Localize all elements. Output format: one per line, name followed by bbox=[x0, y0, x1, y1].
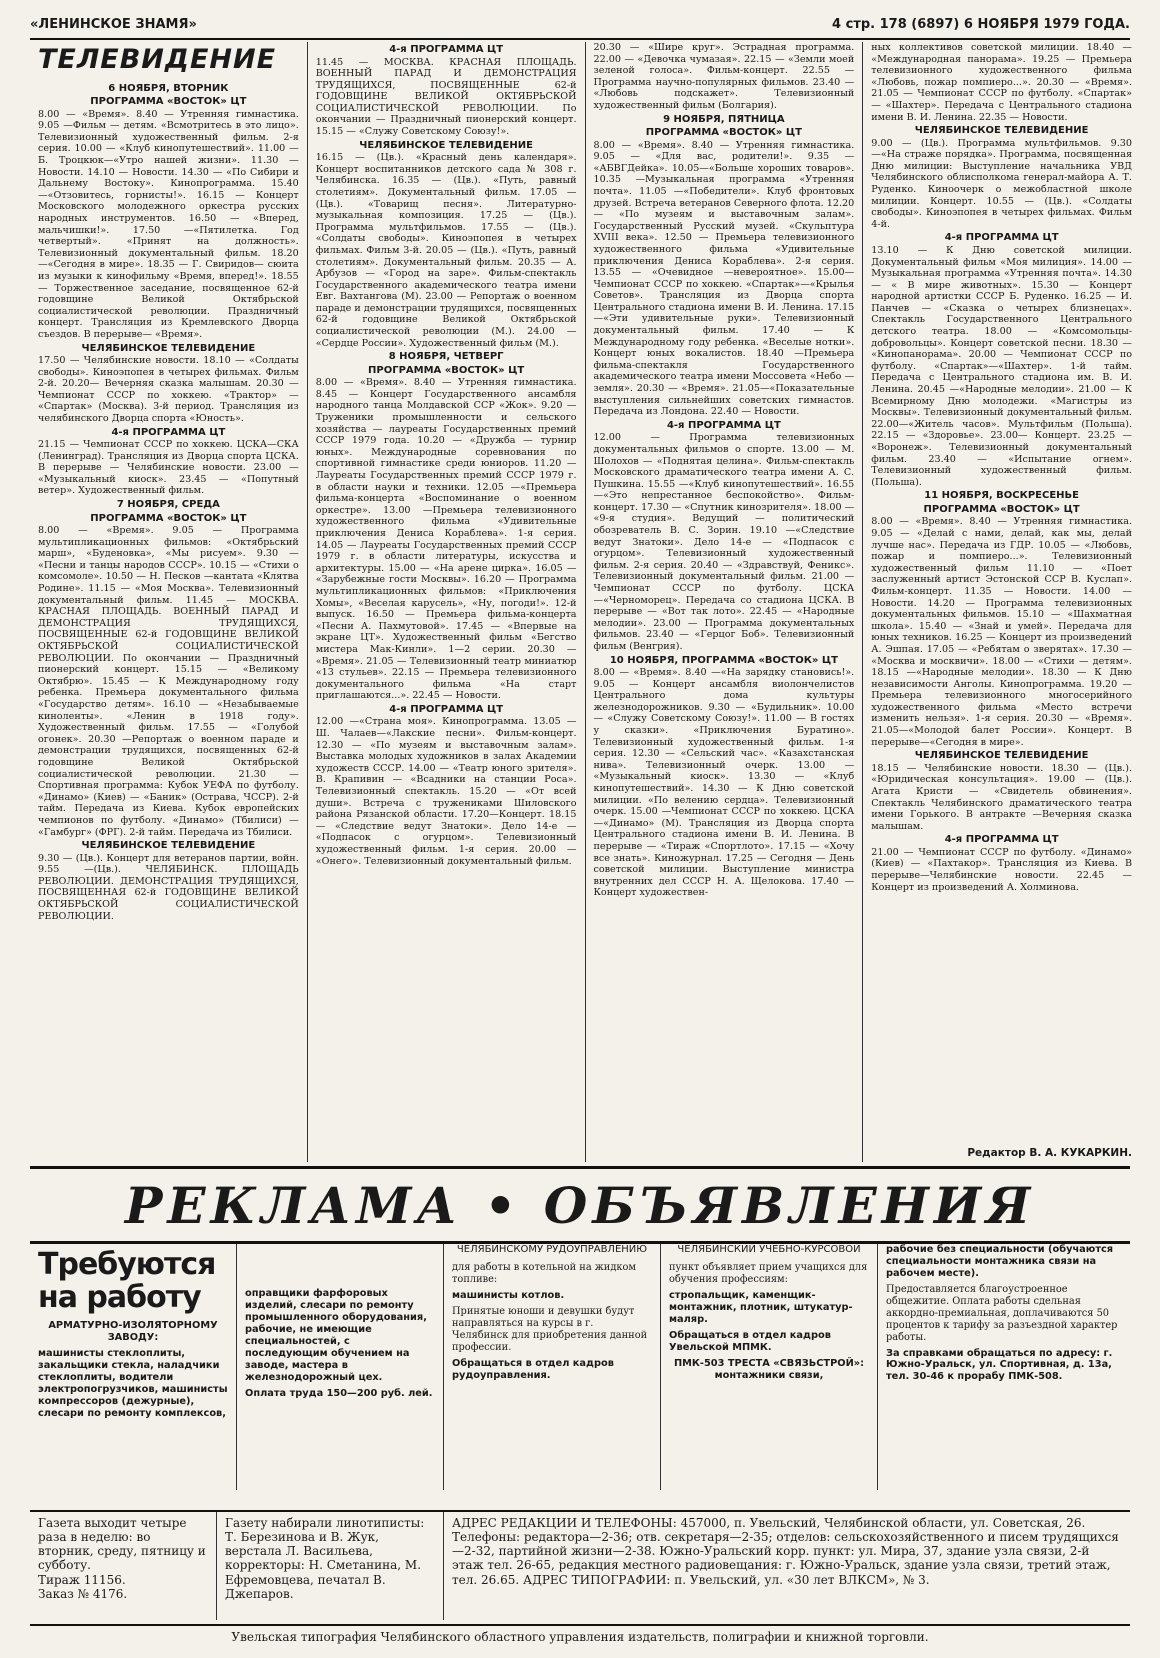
ad-intro: для работы в котельной на жидком топливе: bbox=[452, 1262, 636, 1286]
schedule-text: 8.00 — «Время». 8.40 — Утренняя гимнастика. 8.45 — Концерт Государственного ансамбля народного танца Молдавской ССР «Жок». 9.20 — Труженики промышленности и сельского хозяйства — лауреаты Государственных премий СССР 1979 года. 10.20 — «Дружба — турнир юных». Международные соревнования по спортивной гимнастике среди юниоров. 11.20 — Лауреаты Государственных премий СССР 1979 г. в области науки и техники. 12.05 —«Премьера фильма-концерта «Воспоминание о военном оркестре». 13.00 —Премьера телевизионного художественного фильма «Удивительные приключения Дениса Кораблева». 1-я серия. 14.05 — Лауреаты Государственных премий СССР 1979 г. в области литературы, искусства и архитектуры. 15.00 — «На арене цирка». 16.05 — «Зарубежные гости Москвы». 16.20 — Программа мультипликационных фильмов: «Приключения Хомы», «Веселая карусель», «Ну, погоди!». 12-й выпуск. 16.50 — Премьера фильма-концерта «Песни А. Пахмутовой». 17.45 — «Впервые на экране ЦТ». Художественный фильм «Бегство мистера Мак-Кинли». 1—2 серии. 20.30 — «Время». 21.05 — Телевизионный театр миниатюр «13 стульев». 22.15 — Премьера телевизионного документального фильма «На старт приглашаются...». 22.45 — Новости. bbox=[315, 377, 577, 702]
schedule-text: 17.50 — Челябинские новости. 18.10 — «Солдаты свободы». Киноэпопея в четырех фильмах. Фильм 2-й. 20.20— Вечерняя сказка малышам. 20.30 — Чемпионат СССР по хоккею. «Трактор» — «Спартак» (Москва). 3-й период. Трансляция из челябинского Дворца спорта «Юность». bbox=[38, 355, 299, 424]
footer-circulation: Тираж 11156. bbox=[38, 1572, 126, 1587]
schedule-text: 8.00 — «Время». 8.40 — Утренняя гимнастика. 9.05 — «Для вас, родители!». 9.35 — «АБВГДейка». 10.05—«Больше хороших товаров». 10.35 —Музыкальная программа «Утренняя почта». 11.05 —«Победители». Клуб фронтовых друзей. Встреча ветеранов Северного флота. 12.20 — «По музеям и выставочным залам». Государственный Русский музей. «Скульптура XVIII века». 12.50 — Премьера телевизионного художественного фильма «Удивительные приключения Дениса Кораблева». 2-я серия. 13.55 — «Очевидное —невероятное». 15.00—Чемпионат СССР по хоккею. «Спартак»—«Крылья Советов». Трансляция из Дворца спорта Центрального стадиона имени В. И. Ленина. 17.15—«Эти удивительные руки». Телевизионный документальный фильм. 17.40 — К Международному году ребенка. «Веселые нотки». Концерт юных вокалистов. 18.40 —Премьера фильма-спектакля Государственного академического театра имени Моссовета «Небо — земля». 20.30 — «Время». 21.05—«Показательные выступления сильнейших советских гимнастов. Передача из Лондона. 22.40 — Новости. bbox=[593, 139, 855, 418]
ad-uchebny-punkt bbox=[661, 1244, 878, 1490]
schedule-heading: 4-я ПРОГРАММА ЦТ bbox=[111, 426, 226, 438]
schedule-text: 8.00 — «Время». 8.40 — Утренняя гимнастика. 9.05 — «Делай с нами, делай, как мы, делай лучше нас». Передача из ГДР. 10.05 — «Любовь, пожар и помпиеро...». Телевизионный художественный фильм 11.10 — «Поет заслуженный артист Эстонской ССР В. Куслап». Фильм-концерт. 11.35 — Новости. 14.00 — Новости. 14.20 — Программа телевизионных документальных фильмов. 15.10 — «Шахматная школа». 15.40 — «Знай и умей». Передача для юных техников. 16.25 — Концерт из произведений А. Эшпая. 17.05 — «Ребятам о зверятах». 17.30 — «Москва и москвичи». 18.00 — «Стихи — детям». 18.15 —«Народные мелодии». 18.30 — К Дню независимости Анголы. Кинопрограмма. 19.20 — Премьера телевизионного многосерийного художественного фильма «Место встречи изменить нельзя». 1-я серия. 20.30 — «Время». 21.05—«Молодой балет России». Концерт. В перерыве—«Сегодня в мире». bbox=[871, 516, 1132, 748]
ad-body: Предоставляется благоустроенное общежитие. Оплата работы сдельная аккордно-премиальная, доплачиваются 50 процентов к тарифу за разъездной характер работы. bbox=[886, 1283, 1118, 1343]
tv-column-3 bbox=[586, 42, 864, 1162]
schedule-heading: ПРОГРАММА «ВОСТОК» ЦТ bbox=[90, 512, 247, 524]
section-title: ТЕЛЕВИДЕНИЕ bbox=[38, 44, 277, 75]
schedule-text: 9.00 — (Цв.). Программа мультфильмов. 9.30 —«На страже порядка». Программа, посвященная Дню милиции: Выступление начальника УВД Челябинского облисполкома генерал-майора А. Т. Руденко. Киноочерк о межобластной школе милиции. Концерт. 10.55 — (Цв.). «Солдаты свободы». Киноэпопея в четырех фильмах. Фильм 4-й. bbox=[871, 137, 1132, 230]
ad-contact: Обращаться в отдел кадров Увельской МПМК. bbox=[669, 1329, 831, 1353]
schedule-text: 12.00 — Программа телевизионных документальных фильмов о спорте. 13.00 — М. Шолохов — «Поднятая целина». Фильм-спектакль Московского драматического театра имени А. С. Пушкина. 15.55 —«Клуб кинопутешествий». 16.55 —«Это непрестанное беспокойство». Фильм-концерт. 17.30 — «Спутник кинозрителя». 18.00 — «9-я студия». Ведущий — политический обозреватель В. С. Зорин. 19.10 —«Следствие ведут Знатоки». Дело 14-е — «Подпасок с огурцом». Телевизионный художественный фильм. 2-я серия. 20.40 — «Здравствуй, Феникс». Телевизионный документальный фильм. 21.00 — Чемпионат СССР по футболу. ЦСКА—«Черноморец». Передача со стадиона ЦСКА. В перерыве — «Вот так лото». 22.45 — «Народные мелодии». 23.00 — Программа документальных фильмов. 23.40 — «Герцог Боб». Телевизионный фильм (Венгрия). bbox=[593, 432, 855, 652]
schedule-text: 9.30 — (Цв.). Концерт для ветеранов партии, войн. 9.55 —(Цв.). ЧЕЛЯБИНСК. ПЛОЩАДЬ РЕВОЛЮЦИИ. ДЕМОНСТРАЦИЯ ТРУДЯЩИХСЯ, ПОСВЯЩЕННАЯ 62-й ГОДОВЩИНЕ ВЕЛИКОЙ ОКТЯБРЬСКОЙ СОЦИАЛИСТИЧЕСКОЙ РЕВОЛЮЦИИ. bbox=[38, 852, 299, 922]
editor-signature: Редактор В. А. КУКАРКИН. bbox=[967, 1147, 1132, 1160]
schedule-heading: ПРОГРАММА «ВОСТОК» ЦТ bbox=[90, 96, 247, 108]
ad-plant-cont bbox=[237, 1244, 444, 1490]
ad-contact: За справками обращаться по адресу: г. Южно-Уральск, ул. Спортивная, д. 13а, тел. 30-46 к прорабу ПМК-508. bbox=[886, 1347, 1113, 1383]
ad-plant bbox=[30, 1244, 237, 1490]
ad-body: оправщики фарфоровых изделий, слесари по ремонту промышленного оборудования, рабочие, не имеющие специальностей, с последующим обучением на заводе, мастера в железнодорожный цех. bbox=[245, 1288, 427, 1383]
footer-order: Заказ № 4176. bbox=[38, 1586, 128, 1601]
ad-org: АРМАТУРНО-ИЗОЛЯТОРНОМУ ЗАВОДУ: bbox=[48, 1320, 218, 1343]
schedule-heading: ЧЕЛЯБИНСКОЕ ТЕЛЕВИДЕНИЕ bbox=[81, 840, 256, 852]
schedule-heading: 10 НОЯБРЯ, ПРОГРАММА «ВОСТОК» ЦТ bbox=[609, 654, 838, 666]
tv-column-1 bbox=[30, 42, 308, 1162]
schedule-heading: 4-я ПРОГРАММА ЦТ bbox=[944, 834, 1059, 846]
ads-section bbox=[30, 1244, 1130, 1490]
schedule-heading: ПРОГРАММА «ВОСТОК» ЦТ bbox=[923, 503, 1080, 515]
schedule-heading: ПРОГРАММА «ВОСТОК» ЦТ bbox=[368, 364, 525, 376]
ad-org2: ПМК-503 ТРЕСТА «СВЯЗЬСТРОЙ»: монтажники связи, bbox=[673, 1357, 865, 1381]
schedule-heading: ЧЕЛЯБИНСКОЕ ТЕЛЕВИДЕНИЕ bbox=[914, 125, 1089, 137]
schedule-text: 8.00 — «Время». 8.40 — Утренняя гимнастика. 9.05 —Фильм — детям. «Всмотритесь в это лицо». Телевизионный художественный фильм. 2-я серия. 10.00 — «Клуб кинопутешествий». 11.00 — Б. Троцкюк—«Утро нашей жизни». 11.30 — Новости. 14.10 — Новости. 14.30 — «По Сибири и Дальнему Востоку». Кинопрограмма. 15.40 —«Отзовитесь, горнисты!». 16.15 — Концерт Московского молодежного оркестра русских народных инструментов. 16.50 — «Вперед, мальчишки!». 17.50 —«Пятилетка. Год четвертый». «Принят на должность». Телевизионный документальный фильм. 18.20 —«Сегодня в мире». 18.35 — Г. Свиридов— сюита из музыки к кинофильму «Время, вперед!». 18.55 — Торжественное заседание, посвященное 62-й годовщине Великой Октябрьской социалистической революции. Праздничный концерт. Трансляция из Кремлевского Дворца съездов. В перерыве— «Время». bbox=[38, 108, 299, 340]
ad-intro: пункт объявляет прием учащихся для обучения профессиям: bbox=[669, 1262, 868, 1286]
masthead bbox=[30, 10, 1130, 40]
footer-staff-text: Газету набирали линотиписты: Т. Березинова и В. Жук, верстала Л. Васильева, корректоры: Н. Сметанина, М. Ефремовцева, печатал В. Джепаров. bbox=[225, 1516, 425, 1601]
schedule-heading: 7 НОЯБРЯ, СРЕДА bbox=[116, 499, 220, 511]
ads-banner: РЕКЛАМА • ОБЪЯВЛЕНИЯ bbox=[30, 1166, 1130, 1244]
schedule-heading: ЧЕЛЯБИНСКОЕ ТЕЛЕВИДЕНИЕ bbox=[359, 139, 533, 151]
ad-rudoupravlenie bbox=[444, 1244, 661, 1490]
schedule-heading: 4-я ПРОГРАММА ЦТ bbox=[389, 44, 504, 55]
issue-info: 4 стр. 178 (6897) 6 НОЯБРЯ 1979 ГОДА. bbox=[832, 16, 1130, 32]
schedule-heading: 11 НОЯБРЯ, ВОСКРЕСЕНЬЕ bbox=[924, 490, 1079, 502]
tv-schedule bbox=[30, 42, 1140, 1162]
schedule-text: 12.00 —«Страна моя». Кинопрограмма. 13.05 — Ш. Чалаев—«Лакские песни». Фильм-концерт. 12.30 — «По музеям и выставочным залам». Выставка молодых художников в залах Академии художеств СССР. 14.00 — «Театр юного зрителя». В. Крапивин — «Всадники на станции Роса». Телевизионный спектакль. 15.20 — «От всей души». Встреча с тружениками Шиловского района Рязанской области. 17.20—Концерт. 18.15 — «Следствие ведут Знатоки». Дело 14-е — «Подпасок с огурцом». Телевизионный художественный фильм. 1-я серия. 20.00 — «Онего». Телевизионный документальный фильм. bbox=[315, 716, 577, 867]
schedule-text: 18.15 — Челябинские новости. 18.30 — (Цв.). «Юридическая консультация». 19.00 — (Цв.). Агата Кристи — «Свидетель обвинения». Спектакль Челябинского драматического театра имени Горького. В антракте —Вечерняя сказка малышам. bbox=[871, 762, 1132, 832]
ad-contact: Обращаться в отдел кадров рудоуправления. bbox=[452, 1357, 614, 1381]
schedule-text: 21.15 — Чемпионат СССР по хоккею. ЦСКА—СКА (Ленинград). Трансляция из Дворца спорта ЦСКА. В перерыве — Челябинские новости. 23.00 — «Музыкальный киоск». 23.45 — «Попутный ветер». Художественный фильм. bbox=[38, 439, 299, 497]
ad-org: ЧЕЛЯБИНСКОМУ РУДОУПРАВЛЕНИЮ bbox=[456, 1244, 648, 1255]
footer-schedule bbox=[30, 1512, 217, 1620]
newspaper-name: «ЛЕНИНСКОЕ ЗНАМЯ» bbox=[30, 16, 197, 32]
schedule-heading: 4-я ПРОГРАММА ЦТ bbox=[389, 703, 504, 715]
footer-frequency: Газета выходит четыре раза в неделю: во вторник, среду, пятницу и субботу. bbox=[38, 1516, 206, 1573]
ad-role: машинисты котлов. bbox=[452, 1290, 565, 1302]
schedule-text: 8.00 — «Время». 9.05 — Программа мультипликационных фильмов: «Октябрьский марш», «Буденовка», «Мы рисуем». 9.30 — «Песни и танцы народов СССР». 10.15 — «Стихи о комсомоле». 10.50 — Н. Песков —кантата «Клятва Родине». 11.15 — «Моя Москва». Телевизионный документальный фильм. 11.45 — МОСКВА. КРАСНАЯ ПЛОЩАДЬ. ВОЕННЫЙ ПАРАД И ДЕМОНСТРАЦИЯ ТРУДЯЩИХСЯ, ПОСВЯЩЕННЫЕ 62-й ГОДОВЩИНЕ ВЕЛИКОЙ ОКТЯБРЬСКОЙ СОЦИАЛИСТИЧЕСКОЙ РЕВОЛЮЦИИ. По окончании — Праздничный пионерский концерт. 15.15 — «Великому Октябрю». 15.45 — К Международному году ребенка. Премьера документального фильма «Государство детям». 16.10 — «Незабываемые киноленты». «Ленин в 1918 году». Художественный фильм. 17.55 — «Голубой огонек». 20.30 —Репортаж о военном параде и демонстрации трудящихся, посвященных 62-й годовщине Великой Октябрьской социалистической революции. 21.30 — Спортивная программа: Кубок УЕФА по футболу. «Динамо» (Киев) — «Баник» (Острава, ЧССР). 2-й тайм. Передача из Киева. Кубок европейских чемпионов по футболу. «Динамо» (Тбилиси) — «Гамбург» (ФРГ). 2-й тайм. Передача из Тбилиси. bbox=[38, 525, 299, 838]
schedule-heading: 8 НОЯБРЯ, ЧЕТВЕРГ bbox=[388, 351, 504, 363]
footer bbox=[30, 1510, 1130, 1620]
schedule-text: ных коллективов советской милиции. 18.40 — «Международная панорама». 19.25 — Премьера телевизионного художественного фильма «Любовь, пожар помпиеро...». 20.30 — «Время». 21.05 — Чемпионат СССР по футболу. «Спартак» — «Шахтер». Передача с Центрального стадиона имени В. И. Ленина. 22.35 — Новости. bbox=[871, 42, 1132, 123]
schedule-heading: 4-я ПРОГРАММА ЦТ bbox=[944, 232, 1059, 244]
footer-address-text: АДРЕС РЕДАКЦИИ И ТЕЛЕФОНЫ: 457000, п. Увельский, Челябинской области, ул. Советская, 26. Телефоны: редактора—2-36; отв. секретаря—2-35; отделов: сельскохозяйственного и писем трудящихся—2-32, партийной жизни—2-38. Южно-Уральский корр. пункт: ул. Мира, 37, здание узла связи, 2-й этаж тел. 26-65, редакция местного радиовещания: г. Южно-Уральск, здание узла связи, третий этаж, тел. 26.65. АДРЕС ТИПОГРАФИИ: п. Увельский, ул. «30 лет ВЛКСМ», № 3. bbox=[452, 1516, 1119, 1587]
schedule-heading: 9 НОЯБРЯ, ПЯТНИЦА bbox=[663, 113, 785, 125]
footer-staff bbox=[217, 1512, 444, 1620]
ad-org: ЧЕЛЯБИНСКИЙ УЧЕБНО-КУРСОВОЙ bbox=[677, 1244, 861, 1255]
schedule-heading: 4-я ПРОГРАММА ЦТ bbox=[666, 419, 781, 431]
schedule-text: 21.00 — Чемпионат СССР по футболу. «Динамо» (Киев) — «Пахтакор». Трансляция из Киева. В перерыве—Челябинские новости. 22.45 — Концерт из произведений А. Холминова. bbox=[871, 846, 1132, 893]
footer-address bbox=[444, 1512, 1130, 1620]
schedule-text: 13.10 — К Дню советской милиции. Документальный фильм «Моя милиция». 14.00 — Музыкальная программа «Утренняя почта». 14.30 — « В мире животных». 15.30 — Концерт народной артистки СССР Б. Руденко. 16.25 — И. Панчев — «Сказка о четырех близнецах». Спектакль Государственного Центрального детского театра. 18.00 — «Комсомольцы-добровольцы». Концерт советской песни. 18.30 — «Кинопанорама». 20.00 — Чемпионат СССР по футболу. «Спартак»—«Шахтер». 1-й тайм. Передача с Центрального стадиона им. В. И. Ленина. 20.45 —«Народные мелодии». 21.00 — К Всемирному Дню молодежи. «Магистры из Москвы». Телевизионный документальный фильм. 22.00—«Житель часов». Мультфильм (Польша). 22.15 — «Здоровье». 23.00— Концерт. 23.25 — «Воронеж». Телевизионный документальный фильм. 23.40 — «Испытание огнем». Телевизионный художественный фильм. (Польша). bbox=[871, 244, 1132, 488]
tv-column-2 bbox=[308, 42, 586, 1162]
schedule-text: 16.15 — (Цв.). «Красный день календаря». Концерт воспитанников детского сада № 308 г. Челябинска. 16.35 — (Цв.). «Путь, равный столетиям». Документальный фильм. 17.05 — (Цв.). «Товарищ песня». Литературно-музыкальная композиция. 17.25 — (Цв.). Программа мультфильмов. 17.55 — (Цв.). «Солдаты свободы». Киноэпопея в четырех фильмах. Фильм 3-й. 20.05 — (Цв.). «Путь, равный столетиям». Документальный фильм. 20.35 — А. Арбузов — «Город на заре». Фильм-спектакль Государственного академического театра имени Евг. Вахтангова (М). 23.00 — Репортаж о военном параде и демонстрации трудящихся, посвященных 62-й годовщине Великой Октябрьской социалистической революции (М.). 24.00 — «Сердце России». Художественный фильм (М.). bbox=[315, 152, 577, 349]
schedule-heading: ЧЕЛЯБИНСКОЕ ТЕЛЕВИДЕНИЕ bbox=[81, 342, 256, 354]
ad-pay: Оплата труда 150—200 руб. лей. bbox=[245, 1387, 433, 1399]
ad-body: Принятые юноши и девушки будут направляться на курсы в г. Челябинск для приобретения данной профессии. bbox=[452, 1306, 648, 1353]
schedule-heading: 6 НОЯБРЯ, ВТОРНИК bbox=[108, 82, 229, 94]
ad-pmk bbox=[878, 1244, 1130, 1490]
schedule-text: 8.00 — «Время». 8.40 —«На зарядку становись!». 9.05 — Концерт ансамбля виолончелистов Центрального дома культуры железнодорожников. 9.30 — «Будильник». 10.00 — «Служу Советскому Союзу!». 11.00 — В гостях у сказки». «Приключения Буратино». Телевизионный художественный фильм. 1-я серия. 12.30 — «Сельский час». «Казахстанская нива». Телевизионный очерк. 13.00 — «Музыкальный киоск». 13.30 — «Клуб кинопутешествий». 14.30 — К Дню советской милиции. «По велению сердца». Телевизионный очерк. 15.00 —Чемпионат СССР по хоккею. ЦСКА —«Динамо» (М). Трансляция из Дворца спорта Центрального стадиона имени В. И. Ленина. В перерыве — «Тираж «Спортлото». 17.15 — «Хочу все знать». Киножурнал. 17.25 — Сегодня — День советской милиции. Выступление министра внутренних дел СССР Н. А. Щелокова. 17.40 — Концерт художествен- bbox=[593, 667, 855, 899]
printer-line: Увельская типография Челябинского областного управления издательств, полиграфии и книжной торговли. bbox=[30, 1624, 1130, 1652]
ad-top: рабочие без специальности (обучаются специальности монтажника связи на рабочем месте). bbox=[886, 1244, 1114, 1279]
tv-column-4 bbox=[863, 42, 1140, 1162]
schedule-text: 11.45 — МОСКВА. КРАСНАЯ ПЛОЩАДЬ. ВОЕННЫЙ ПАРАД И ДЕМОНСТРАЦИЯ ТРУДЯЩИХСЯ, ПОСВЯЩЕННЫЕ 62-й ГОДОВЩИНЕ ВЕЛИКОЙ ОКТЯБРЬСКОЙ СОЦИАЛИСТИЧЕСКОЙ РЕВОЛЮЦИИ. По окончании — Праздничный пионерский концерт. 15.15 — «Служу Советскому Союзу!». bbox=[315, 56, 577, 138]
schedule-text: 20.30 — «Шире круг». Эстрадная программа. 22.00 — «Девочка чумазая». 22.15 — «Земли моей зеленой голоса». Фильм-концерт. 22.55 — Программа научно-популярных фильмов. 23.40 — «Любовь подскажет». Телевизионный художественный фильм (Болгария). bbox=[593, 42, 855, 111]
ad-roles: стропальщик, каменщик-монтажник, плотник, штукатур-маляр. bbox=[669, 1290, 853, 1325]
ad-body: машинисты стеклоплиты, закальщики стекла, наладчики стеклоплиты, водители электропогрузчиков, машинисты компрессоров (дежурные), слесари по ремонту комплексов, bbox=[38, 1347, 228, 1419]
schedule-heading: ПРОГРАММА «ВОСТОК» ЦТ bbox=[645, 127, 802, 139]
schedule-heading: ЧЕЛЯБИНСКОЕ ТЕЛЕВИДЕНИЕ bbox=[914, 750, 1089, 762]
ad-headline: Требуются на работу bbox=[38, 1247, 216, 1315]
